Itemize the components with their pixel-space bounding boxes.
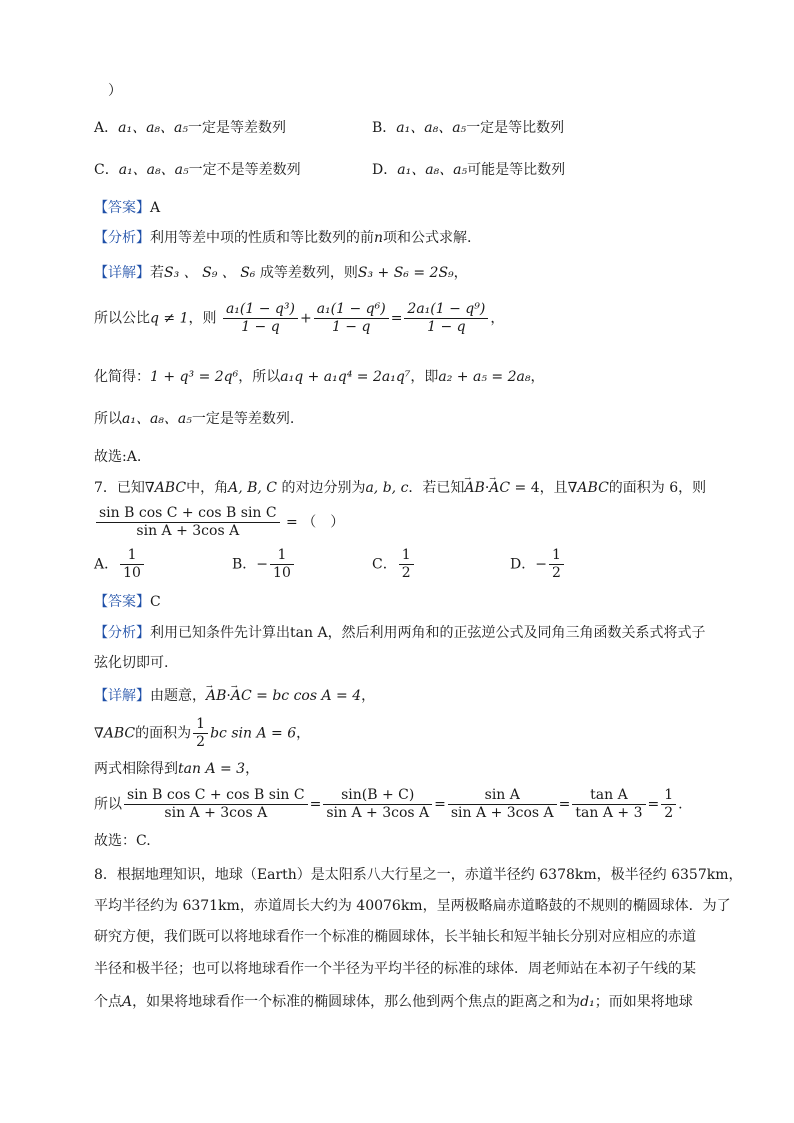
detail-math: S₃ + S₆ = 2S₉ (357, 265, 454, 281)
answer-value: C (150, 594, 161, 610)
option-text: 一定是等差数列 (188, 120, 287, 136)
fraction (549, 547, 564, 582)
detail-math: bc sin A = 6 (210, 725, 297, 742)
option-label: C． (372, 556, 397, 573)
detail-math: 1 + q³ = 2q⁶ (150, 369, 239, 385)
q8-math: d₁ (580, 994, 595, 1010)
stem-text: ，且 (539, 480, 568, 496)
q8-line-2: 平均半径约为 6371km，赤道周长大约为 40076km，呈两极略扁赤道略鼓的不规则的椭圆球体．为了 (94, 898, 731, 914)
analysis-tag: 【分析】 (94, 625, 150, 641)
detail-text: 所以 (94, 796, 122, 813)
q8-text: ，如果将地球看作一个标准的椭圆球体，那么他到两个焦点的距离之和为 (132, 994, 581, 1010)
stem-math: a, b, c (365, 480, 409, 496)
fraction-numerator: 1 (270, 547, 294, 565)
q6-detail-line-2: 所以公比q ≠ 1，则 $\frac{\text{a₁(1 − q³)}}{1 - q}$ + $\frac{\text{a₁(1 − q⁶)}}{1 - q}$ = $\frac{\text{2a₁(1 − q⁹)}}{1 - q}$ ， (94, 301, 505, 335)
stem-text: = （ ） (281, 514, 345, 531)
fraction-numerator: 1 (549, 547, 564, 565)
q6-detail-line-1 (94, 264, 468, 282)
fraction (404, 301, 488, 336)
fraction-numerator: sin B cos C + cos B sin C (124, 787, 308, 805)
fraction-numerator: 2a₁(1 − q⁹) (404, 301, 488, 319)
analysis-text-end: 项和公式求解. (383, 230, 472, 246)
fraction-denominator: sin A + 3cos A (136, 523, 240, 539)
fraction-denominator: 2 (664, 805, 674, 821)
detail-text: 的面积为 (135, 725, 192, 742)
detail-text: 由题意， (150, 688, 206, 704)
q7-option-a[interactable] (94, 547, 146, 582)
detail-tag: 【详解】 (94, 265, 150, 281)
q6-option-a[interactable] (94, 119, 286, 137)
q7-detail-line-4: 所以 $\frac{\text{sin B cos C + cos B sin C}}{\text{sin A + 3cos A}}$ = $\frac{\sin(B + C)}{\text{sin A + 3cos A}}$ = $\frac{\text{sin A}}{\text{sin A + 3cos A}}$ = $\frac{\text{tan A}}{\text{tan A + 3}}$ = $\frac{1}{2}$ . (94, 787, 683, 821)
option-label: A． (94, 120, 119, 136)
fraction-numerator: 1 (193, 716, 208, 734)
fraction (124, 787, 308, 822)
detail-math: = bc cos A = 4 (251, 688, 362, 704)
detail-text: 一定是等差数列. (191, 411, 295, 427)
analysis-var-n: n (374, 230, 384, 246)
option-label: C． (94, 162, 119, 178)
analysis-text: ，然后利用两角和的正弦逆公式及同角三角函数关系式将式子 (327, 625, 706, 641)
q7-stem-line-1 (94, 479, 706, 497)
fraction-numerator: 1 (661, 787, 676, 805)
q8-line-3: 研究方便，我们既可以将地球看作一个标准的椭圆球体，长半轴长和短半轴长分别对应相应的赤道 (94, 929, 696, 945)
stem-math: A, B, C (228, 480, 277, 496)
detail-math: tan A = 3 (178, 761, 246, 777)
minus-sign: − (256, 556, 269, 573)
stem-math: ∇ABC (567, 480, 609, 496)
answer-tag: 【答案】 (94, 594, 150, 610)
analysis-math: tan A (290, 625, 328, 641)
q6-option-b[interactable] (372, 119, 564, 137)
detail-text: 所以 (94, 411, 122, 427)
vector-ac: → AC (489, 479, 510, 497)
q7-detail-line-1 (94, 687, 375, 705)
option-text: 可能是等比数列 (467, 162, 566, 178)
detail-text: 若 (150, 265, 164, 281)
fraction-denominator: sin A + 3cos A (326, 805, 430, 821)
answer-tag: 【答案】 (94, 200, 150, 216)
fraction-denominator: 10 (273, 565, 291, 581)
detail-math: a₂ + a₅ = 2a₈ (438, 369, 531, 385)
fraction-denominator: 2 (196, 734, 206, 750)
analysis-text: 利用已知条件先计算出 (150, 625, 290, 641)
fraction (223, 301, 298, 336)
q7-choose: 故选：C. (94, 833, 151, 849)
detail-text: 两式相除得到 (94, 761, 178, 777)
option-terms: a₁、a₈、a₅ (118, 120, 189, 136)
fraction-denominator: 1 − q (241, 319, 280, 335)
q7-detail-line-2 (94, 716, 310, 751)
q6-detail-line-3 (94, 368, 544, 386)
q6-option-c[interactable] (94, 161, 301, 179)
analysis-text: 利用等差中项的性质和等比数列的前 (150, 230, 374, 246)
q6-choose: 故选:A. (94, 449, 142, 465)
stem-text: 的对边分别为 (277, 480, 366, 496)
detail-text: ，则 (188, 310, 217, 327)
q6-analysis (94, 229, 471, 247)
fraction (314, 301, 389, 336)
detail-math: a₁、a₈、a₅ (122, 411, 192, 427)
option-terms: a₁、a₈、a₅ (397, 162, 468, 178)
fraction-numerator: sin A (448, 787, 557, 805)
fraction (661, 787, 676, 822)
fraction-denominator: 2 (551, 565, 561, 581)
q8-math: A (122, 994, 133, 1010)
fraction-numerator: 1 (120, 547, 144, 565)
stem-text: 7．已知 (94, 480, 145, 496)
fraction (96, 505, 280, 540)
detail-math: q ≠ 1 (150, 310, 189, 327)
detail-text: ，所以 (238, 369, 281, 385)
question-paren-close: ） (108, 83, 122, 99)
detail-tag: 【详解】 (94, 688, 150, 704)
option-label: A． (94, 556, 119, 573)
option-terms: a₁、a₈、a₅ (118, 162, 189, 178)
minus-sign: − (535, 556, 547, 573)
stem-math: ∇ABC (144, 480, 187, 496)
q6-detail-line-4 (94, 410, 294, 428)
detail-math: a₁q + a₁q⁴ = 2a₁q⁷ (280, 369, 411, 385)
q8-text: ；而如果将地球 (594, 994, 693, 1010)
detail-text: ， (530, 369, 545, 385)
fraction (448, 787, 557, 822)
option-text: 一定不是等差数列 (188, 162, 301, 178)
vector-ab: → AB (206, 687, 226, 705)
q7-analysis-line-1 (94, 624, 706, 642)
fraction-denominator: 1 − q (427, 319, 466, 335)
vector-ab: → AB (464, 479, 484, 497)
fraction (323, 787, 432, 822)
fraction (270, 547, 294, 582)
fraction-denominator: 10 (123, 565, 141, 581)
answer-value: A (150, 200, 161, 216)
q7-option-c[interactable] (372, 547, 416, 582)
fraction-numerator: tan A (572, 787, 645, 805)
q7-analysis-line-2: 弦化切即可. (94, 655, 169, 671)
q6-answer (94, 199, 160, 217)
detail-text: 化简得： (94, 369, 150, 385)
fraction-numerator: a₁(1 − q⁶) (314, 301, 389, 319)
detail-math: ∇ABC (94, 725, 136, 742)
q7-option-d[interactable] (510, 547, 566, 582)
option-label: D． (372, 162, 398, 178)
vector-ac: → AC (231, 687, 252, 705)
detail-text: ， (361, 688, 376, 704)
q7-stem-line-2 (94, 505, 344, 540)
fraction (193, 716, 208, 751)
fraction-denominator: sin A + 3cos A (450, 805, 554, 821)
fraction-numerator: sin(B + C) (323, 787, 432, 805)
detail-text: 所以公比 (94, 310, 150, 327)
fraction (399, 547, 414, 582)
dot-operator: · (484, 480, 490, 496)
analysis-tag: 【分析】 (94, 230, 150, 246)
q7-detail-line-3 (94, 760, 259, 778)
q7-answer (94, 593, 161, 611)
stem-text: 中，角 (186, 480, 229, 496)
fraction-numerator: a₁(1 − q³) (223, 301, 298, 319)
q7-option-b[interactable] (232, 547, 296, 582)
option-terms: a₁、a₈、a₅ (396, 120, 467, 136)
dot-operator: · (226, 688, 231, 704)
fraction-numerator: 1 (399, 547, 414, 565)
detail-text: ， (245, 761, 260, 777)
option-label: B． (372, 120, 397, 136)
fraction-denominator: 1 − q (331, 319, 371, 335)
fraction (120, 547, 144, 582)
q8-text: 个点 (94, 994, 122, 1010)
stem-text: 的面积为 6，则 (608, 480, 707, 496)
fraction-denominator: 2 (401, 565, 411, 581)
detail-text: ， (296, 725, 311, 742)
detail-text: 成等差数列，则 (255, 265, 358, 281)
fraction (572, 787, 645, 822)
q8-line-5 (94, 993, 693, 1011)
fraction-denominator: sin A + 3cos A (164, 805, 268, 821)
stem-math: = 4 (510, 480, 540, 496)
q8-line-1: 8．根据地理知识，地球（Earth）是太阳系八大行星之一，赤道半径约 6378km，极半径约 6357km， (94, 867, 743, 883)
detail-math: S₃ 、 S₉ 、 S₆ (164, 265, 256, 281)
stem-text: ．若已知 (408, 480, 465, 496)
option-text: 一定是等比数列 (466, 120, 565, 136)
q6-option-d[interactable] (372, 161, 565, 179)
fraction-numerator: sin B cos C + cos B sin C (96, 505, 280, 523)
detail-text: ，即 (410, 369, 439, 385)
option-label: D． (510, 556, 536, 573)
detail-text: ， (453, 265, 468, 281)
option-label: B． (232, 556, 257, 573)
detail-text: . (678, 796, 683, 813)
fraction-denominator: tan A + 3 (575, 805, 643, 821)
q8-line-4: 半径和极半径；也可以将地球看作一个半径为平均半径的标准的球体．周老师站在本初子午线的某 (94, 961, 696, 977)
